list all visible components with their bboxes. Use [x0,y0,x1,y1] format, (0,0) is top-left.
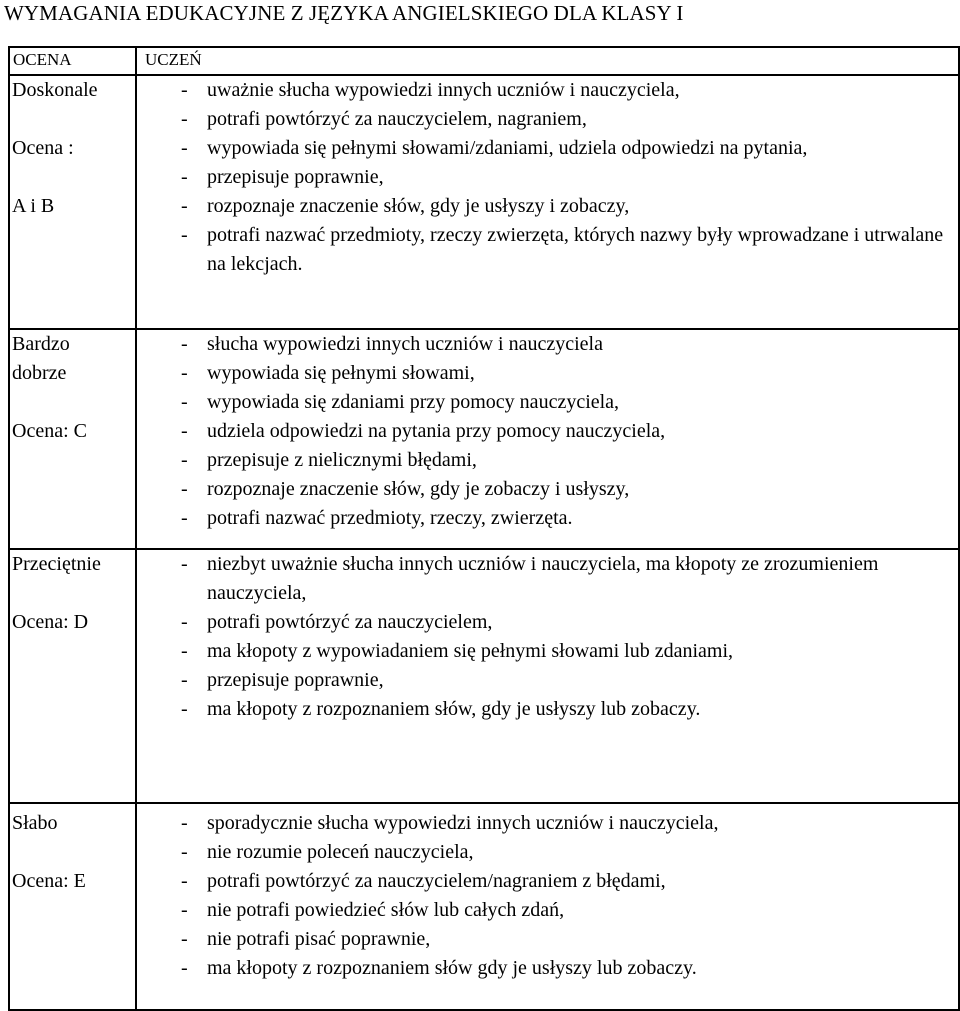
list-item: - nie potrafi pisać poprawnie, [181,928,431,950]
table-row [9,75,959,329]
grade-cell [9,329,136,549]
grade-cell [9,75,136,329]
grade-label: Ocena: E [12,870,86,892]
description-cell [136,549,959,803]
list-item: - potrafi powtórzyć za nauczycielem/nagraniem z błędami, [181,870,666,892]
list-item: - potrafi powtórzyć za nauczycielem, nagraniem, [181,108,587,130]
list-item: - nie rozumie poleceń nauczyciela, [181,841,474,863]
grade-label: Doskonale [12,79,98,101]
header-grade: OCENA [9,47,136,75]
list-item: - ma kłopoty z wypowiadaniem się pełnymi słowami lub zdaniami, [181,640,734,662]
grade-label: Ocena : [12,137,74,159]
grade-label: A i B [12,195,55,217]
list-item: - udziela odpowiedzi na pytania przy pomocy nauczyciela, [181,420,666,442]
list-item: - przepisuje poprawnie, [181,669,384,691]
description-cell [136,803,959,1010]
requirement-list [137,809,958,983]
grade-cell [9,549,136,803]
list-item: - rozpoznaje znaczenie słów, gdy je zobaczy i usłyszy, [181,478,630,500]
grade-label [12,163,135,192]
list-item: - wypowiada się pełnymi słowami, [181,362,475,384]
grade-label: Bardzo [12,333,70,355]
requirement-list [137,550,958,724]
description-cell [136,329,959,549]
document-title: WYMAGANIA EDUKACYJNE Z JĘZYKA ANGIELSKIEGO DLA KLASY I [4,1,684,25]
requirement-list [137,76,958,279]
grade-label: dobrze [12,362,67,384]
list-item: - sporadycznie słucha wypowiedzi innych uczniów i nauczyciela, [181,812,719,834]
grade-label [12,105,135,134]
table-header-row [9,47,959,75]
list-item: - słucha wypowiedzi innych uczniów i nauczyciela [181,333,603,355]
list-item: - uważnie słucha wypowiedzi innych uczniów i nauczyciela, [181,79,680,101]
list-item: - nie potrafi powiedzieć słów lub całych zdań, [181,899,565,921]
list-item: - ma kłopoty z rozpoznaniem słów, gdy je usłyszy lub zobaczy. [181,698,701,720]
list-item: - rozpoznaje znaczenie słów, gdy je usłyszy i zobaczy, [181,195,630,217]
list-item: - przepisuje poprawnie, [181,166,384,188]
list-item: - przepisuje z nielicznymi błędami, [181,449,477,471]
list-item: - potrafi powtórzyć za nauczycielem, [181,611,493,633]
list-item: - wypowiada się zdaniami przy pomocy nauczyciela, [181,391,620,413]
grade-label: Przeciętnie [12,553,101,575]
grade-label [12,579,135,608]
grade-label [12,388,135,417]
grade-label [12,838,135,867]
table-row [9,549,959,803]
list-item: - wypowiada się pełnymi słowami/zdaniami, udziela odpowiedzi na pytania, [181,137,808,159]
table-row [9,329,959,549]
requirements-table [8,46,960,1011]
header-student: UCZEŃ [136,47,959,75]
list-item: - niezbyt uważnie słucha innych uczniów i nauczyciela, ma kłopoty ze zrozumieniem nauczyciela, [181,553,879,604]
grade-label: Ocena: D [12,611,89,633]
list-item: - potrafi nazwać przedmioty, rzeczy, zwierzęta. [181,507,573,529]
grade-label: Ocena: C [12,420,87,442]
grade-cell [9,803,136,1010]
requirement-list [137,330,958,533]
table-row [9,803,959,1010]
description-cell [136,75,959,329]
list-item: - ma kłopoty z rozpoznaniem słów gdy je usłyszy lub zobaczy. [181,957,697,979]
grade-label: Słabo [12,812,58,834]
list-item: - potrafi nazwać przedmioty, rzeczy zwierzęta, których nazwy były wprowadzane i utrwalane na lekcjach. [181,224,944,275]
